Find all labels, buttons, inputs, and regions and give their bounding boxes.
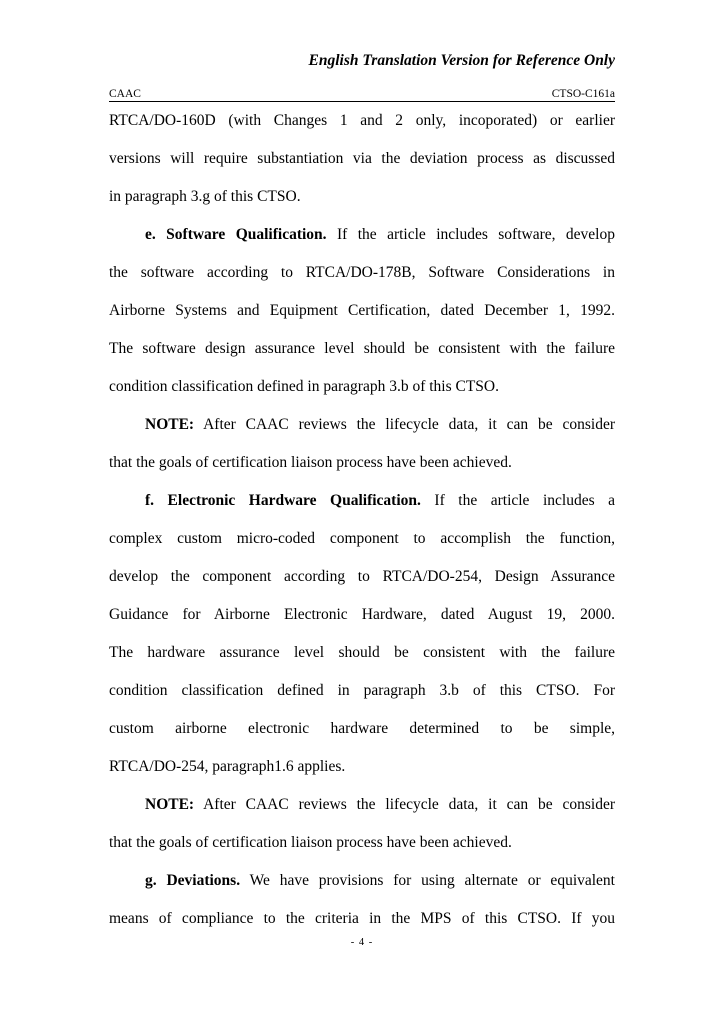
text-line: develop the component according to RTCA/DO-254, Design Assurance — [109, 568, 615, 585]
text-line: Airborne Systems and Equipment Certification, dated December 1, 1992. — [109, 302, 615, 319]
text-line: RTCA/DO-254, paragraph1.6 applies. — [109, 758, 346, 775]
text-line: means of compliance to the criteria in the MPS of this CTSO. If you — [109, 910, 615, 927]
text-line: The software design assurance level should be consistent with the failure — [109, 340, 615, 357]
section-e-heading-line — [109, 222, 615, 260]
section-f-intro: If the article includes a — [420, 492, 615, 509]
text-line: Guidance for Airborne Electronic Hardware, dated August 19, 2000. — [109, 606, 615, 623]
text-line: complex custom micro-coded component to accomplish the function, — [109, 530, 615, 547]
page-number: - 4 - — [350, 937, 374, 948]
text-line: that the goals of certification liaison process have been achieved. — [109, 834, 512, 851]
document-header-title: English Translation Version for Reference Only — [308, 52, 615, 69]
document-body — [109, 108, 615, 944]
note-2-line — [109, 792, 615, 830]
header-organization: CAAC — [109, 88, 141, 100]
note-2-label: NOTE: — [145, 796, 195, 813]
note-1-label: NOTE: — [145, 416, 195, 433]
section-g-title: g. Deviations. — [145, 872, 241, 889]
text-line: condition classification defined in paragraph 3.b of this CTSO. — [109, 378, 499, 395]
text-line: The hardware assurance level should be consistent with the failure — [109, 644, 615, 661]
note-2-text: After CAAC reviews the lifecycle data, it can be consider — [194, 796, 615, 813]
text-line: condition classification defined in paragraph 3.b of this CTSO. For — [109, 682, 615, 699]
header-document-id: CTSO-C161a — [551, 88, 615, 100]
section-f-title: f. Electronic Hardware Qualification. — [145, 492, 421, 509]
text-line: RTCA/DO-160D (with Changes 1 and 2 only, incoporated) or earlier — [109, 112, 615, 129]
section-e-title: e. Software Qualification. — [145, 226, 327, 243]
text-line: versions will require substantiation via the deviation process as discussed — [109, 150, 615, 167]
text-line: in paragraph 3.g of this CTSO. — [109, 188, 301, 205]
section-f-heading-line — [109, 488, 615, 526]
text-line: the software according to RTCA/DO-178B, Software Considerations in — [109, 264, 615, 281]
note-1-text: After CAAC reviews the lifecycle data, it can be consider — [194, 416, 615, 433]
header-divider — [109, 101, 615, 102]
text-line: that the goals of certification liaison process have been achieved. — [109, 454, 512, 471]
section-e-intro: If the article includes software, develop — [326, 226, 615, 243]
note-1-line — [109, 412, 615, 450]
section-g-intro: We have provisions for using alternate or equivalent — [240, 872, 615, 889]
section-g-heading-line — [109, 868, 615, 906]
text-line: custom airborne electronic hardware determined to be simple, — [109, 720, 615, 737]
